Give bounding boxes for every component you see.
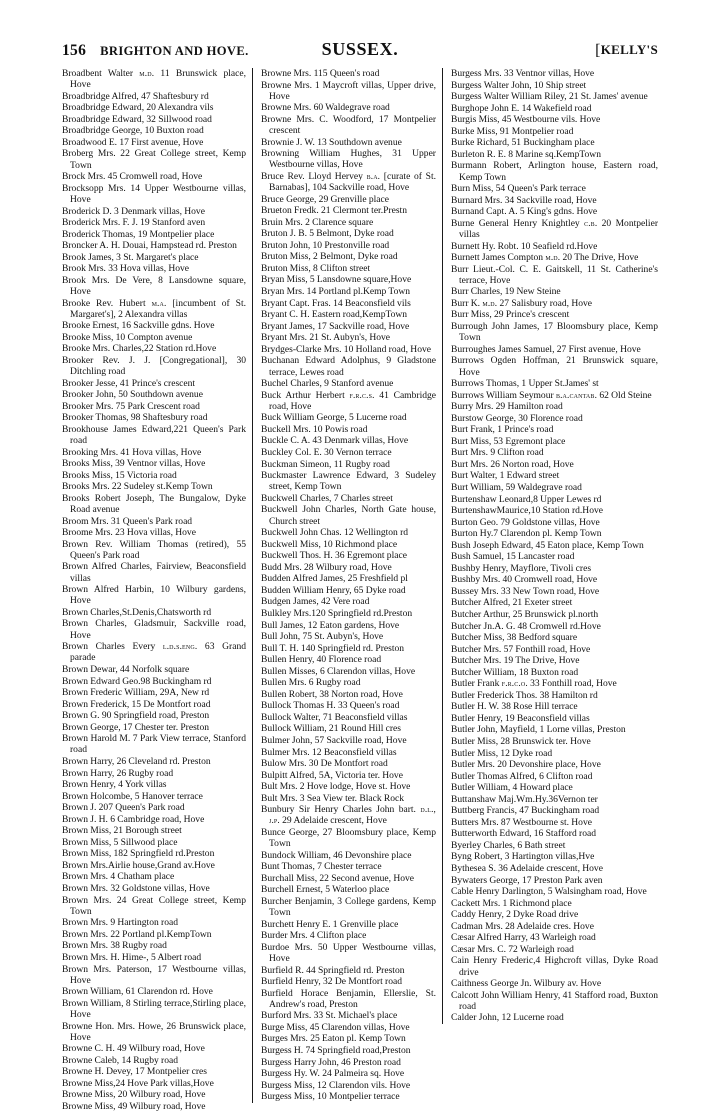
directory-entry: Burfield Horace Benjamin, Ellerslie, St. Andrew's road, Preston xyxy=(261,987,436,1010)
directory-entry: Butler John, Mayfield, 1 Lorne villas, Preston xyxy=(451,724,626,736)
directory-entry: Burstow George, 30 Florence road xyxy=(451,412,583,424)
directory-entry: Cackett Mrs. 1 Richmond place xyxy=(451,897,572,909)
directory-entry: Brown G. 90 Springfield road, Preston xyxy=(62,710,210,722)
directory-entry: Brown Charles, Gladsmuir, Sackville road, Hove xyxy=(62,618,246,641)
directory-entry: Burgess Miss, 12 Clarendon vils. Hove xyxy=(261,1079,411,1091)
directory-entry: Broadbridge Alfred, 47 Shaftesbury rd xyxy=(62,90,209,102)
directory-entry: Broadbent Walter m.d. 11 Brunswick place, Hove xyxy=(62,68,246,91)
directory-entry: Broadbridge Edward, 32 Sillwood road xyxy=(62,113,212,125)
directory-entry: Burge Miss, 45 Clarendon villas, Hove xyxy=(261,1021,410,1033)
directory-entry: Brown Mrs. 38 Rugby road xyxy=(62,940,167,952)
directory-entry: Bullen Misses, 6 Clarendon villas, Hove xyxy=(261,665,416,677)
directory-entry: Burke Miss, 91 Montpelier road xyxy=(451,125,574,137)
directory-entry: Brown Mrs. 32 Goldstone villas, Hove xyxy=(62,883,210,895)
directory-entry: Burnand Capt. A. 5 King's gdns. Hove xyxy=(451,206,598,218)
directory-entry: Brown Mrs. 24 Great College street, Kemp Town xyxy=(62,894,246,917)
directory-entry: Brown Edward Geo.98 Buckingham rd xyxy=(62,675,212,687)
directory-entry: Burt Mrs. 9 Clifton road xyxy=(451,447,544,459)
directory-entry: Brown Holcombe, 5 Hanover terrace xyxy=(62,790,203,802)
directory-entry: Bundock William, 46 Devonshire place xyxy=(261,849,412,861)
directory-entry: Brook Mrs. De Vere, 8 Lansdowne square, Hove xyxy=(62,274,246,298)
directory-entry: Bush Joseph Edward, 45 Eaton place, Kemp Town xyxy=(451,539,644,551)
directory-entry: Brydges-Clarke Mrs. 10 Holland road, Hove xyxy=(261,343,431,355)
directory-entry: Burnard Mrs. 34 Sackville road, Hove xyxy=(451,194,597,206)
directory-entry: Bryan Miss, 5 Lansdowne square,Hove xyxy=(261,274,412,286)
directory-entry: Byng Robert, 3 Hartington villas,Hve xyxy=(451,851,595,863)
directory-column-2 xyxy=(252,68,442,1103)
directory-entry: Butler H. W. 38 Rose Hill terrace xyxy=(451,701,578,713)
bracket-glyph: [ xyxy=(595,42,601,59)
directory-entry: Bult Mrs. 3 Sea View ter. Black Rock xyxy=(261,792,405,804)
directory-entry: Butler Henry, 19 Beaconsfield villas xyxy=(451,712,590,724)
directory-entry: Butters Mrs. 87 Westbourne st. Hove xyxy=(451,816,592,828)
directory-entry: Bulmer Mrs. 12 Beaconsfield villas xyxy=(261,746,397,758)
directory-entry: Burgis Miss, 45 Westbourne vils. Hove xyxy=(451,114,601,126)
directory-entry: Brooker Thomas, 98 Shaftesbury road xyxy=(62,412,208,424)
directory-entry: Brown Alfred Charles, Fairview, Beaconsfield villas xyxy=(62,561,246,584)
directory-entry: Brown Mrs. 4 Chatham place xyxy=(62,871,175,883)
directory-entry: Brock Mrs. 45 Cromwell road, Hove xyxy=(62,171,203,183)
directory-entry: Bullen Mrs. 6 Rugby road xyxy=(261,677,361,689)
directory-entry: Bunbury Sir Henry Charles John bart. d.l., j.p. 29 Adelaide crescent, Hove xyxy=(261,804,436,827)
directory-entry: Buchanan Edward Adolphus, 9 Gladstone terrace, Lewes road xyxy=(261,355,436,378)
directory-entry: Bulpitt Alfred, 5A, Victoria ter. Hove xyxy=(261,769,403,781)
directory-entry: Bull James, 12 Eaton gardens, Hove xyxy=(261,619,400,631)
directory-entry: Burne General Henry Knightley c.b. 20 Montpelier villas xyxy=(451,217,658,240)
directory-entry: Bulkley Mrs.120 Springfield rd.Preston xyxy=(261,607,413,619)
directory-entry: BurtenshawMaurice,10 Station rd.Hove xyxy=(451,505,603,517)
directory-entry: Burgess Miss, 10 Montpelier terrace xyxy=(261,1091,400,1103)
directory-entry: Burr K. m.d. 27 Salisbury road, Hove xyxy=(451,297,593,309)
directory-entry: Burr Lieut.-Col. C. E. Gaitskell, 11 St. Catherine's terrace, Hove xyxy=(451,263,658,286)
directory-entry: Buck William George, 5 Lucerne road xyxy=(261,412,407,424)
directory-entry: Brown Dewar, 44 Norfolk square xyxy=(62,663,190,675)
directory-entry: Butler William, 4 Howard place xyxy=(451,782,573,794)
directory-entry: Burke Richard, 51 Buckingham place xyxy=(451,137,595,149)
directory-entry: Burgess Hy. W. 24 Palmeira sq. Hove xyxy=(261,1068,405,1080)
directory-entry: Brocksopp Mrs. 14 Upper Westbourne villas, Hove xyxy=(62,182,246,205)
directory-entry: Budden Alfred James, 25 Freshfield pl xyxy=(261,573,408,585)
directory-entry: Butler Mrs. 20 Devonshire place, Hove xyxy=(451,759,601,771)
directory-entry: Brooker Rev. J. J. [Congregational], 30 Ditchling road xyxy=(62,354,246,378)
directory-entry: Burt Walter, 1 Edward street xyxy=(451,470,560,482)
directory-entry: Brooke Ernest, 16 Sackville gdns. Hove xyxy=(62,320,215,332)
directory-entry: Bythesea S. 36 Adelaide crescent, Hove xyxy=(451,863,603,875)
directory-entry: Butcher William, 18 Buxton road xyxy=(451,666,579,678)
directory-entry: Burgess Harry John, 46 Preston road xyxy=(261,1056,401,1068)
directory-entry: Burt Miss, 53 Egremont place xyxy=(451,435,566,447)
directory-entry: Browne Mrs. 115 Queen's road xyxy=(261,68,380,79)
directory-entry: Bryan Mrs. 14 Portland pl.Kemp Town xyxy=(261,286,411,298)
directory-entry: Bruce George, 29 Grenville place xyxy=(261,193,389,205)
directory-entry: Calcott John William Henry, 41 Stafford road, Buxton road xyxy=(451,989,658,1012)
directory-entry: Burry Mrs. 29 Hamilton road xyxy=(451,401,563,413)
directory-entry: Browne Miss, 49 Wilbury road, Hove xyxy=(62,1101,206,1113)
directory-entry: Bruton Miss, 2 Belmont, Dyke road xyxy=(261,251,398,263)
directory-entry: Buckwell Thos. H. 36 Egremont place xyxy=(261,550,407,562)
running-head-right-title xyxy=(595,42,658,60)
directory-entry: Brueton Fredk. 21 Clermont ter.Prestn xyxy=(261,205,407,217)
directory-entry: Broderick Mrs. F. J. 19 Stanford aven xyxy=(62,217,206,229)
directory-entry: Cable Henry Darlington, 5 Walsingham road, Hove xyxy=(451,886,647,898)
directory-entry: Burford Mrs. 33 St. Michael's place xyxy=(261,1010,398,1022)
directory-entry: Butler Thomas Alfred, 6 Clifton road xyxy=(451,770,593,782)
directory-entry: Brown Alfred Harbin, 10 Wilbury gardens, Hove xyxy=(62,584,246,607)
directory-entry: Brown Charles,St.Denis,Chatsworth rd xyxy=(62,606,212,618)
directory-entry: Burton Hy.7 Clarendon pl. Kemp Town xyxy=(451,528,602,540)
directory-column-3 xyxy=(442,68,658,1024)
directory-entry: Buckley Col. E. 30 Vernon terrace xyxy=(261,446,392,458)
directory-entry: Browne C. H. 49 Wilbury road, Hove xyxy=(62,1043,205,1055)
directory-entry: Burder Mrs. 4 Clifton place xyxy=(261,930,367,942)
directory-entry: Broderick Thomas, 19 Montpelier place xyxy=(62,228,215,240)
directory-entry: Browne Mrs. 60 Waldegrave road xyxy=(261,102,390,114)
directory-entry: Brown Harry, 26 Rugby road xyxy=(62,767,174,779)
directory-entry: Bull John, 75 St. Aubyn's, Hove xyxy=(261,631,384,643)
directory-column-1 xyxy=(62,68,252,1113)
directory-entry: Brown William, 61 Clarendon rd. Hove xyxy=(62,986,213,998)
directory-entry: Bryant C. H. Eastern road,KempTown xyxy=(261,309,408,321)
directory-entry: Brown Henry, 4 York villas xyxy=(62,779,167,791)
running-head xyxy=(62,39,658,62)
directory-entry: Bruton Miss, 8 Clifton street xyxy=(261,262,371,274)
directory-entry: Brown Mrs. 22 Portland pl.KempTown xyxy=(62,928,212,940)
directory-entry: Bulmer John, 57 Sackville road, Hove xyxy=(261,734,407,746)
directory-entry: Browne Miss, 20 Wilbury road, Hove xyxy=(62,1089,206,1101)
directory-entry: Bryant Mrs. 21 St. Aubyn's, Hove xyxy=(261,332,391,344)
directory-entry: Burrows Ogden Hoffman, 21 Brunswick square, Hove xyxy=(451,355,658,378)
directory-entry: Bruce Rev. Lloyd Hervey b.a. [curate of St. Barnabas], 104 Sackville road, Hove xyxy=(261,170,436,194)
directory-entry: Burt William, 59 Waldegrave road xyxy=(451,481,582,493)
directory-entry: Brooking Mrs. 41 Hova villas, Hove xyxy=(62,446,202,458)
directory-entry: Butterworth Edward, 16 Stafford road xyxy=(451,828,596,840)
directory-entry: Burleton R. E. 8 Marine sq.KempTown xyxy=(451,148,601,160)
directory-entry: Browne Mrs. 1 Maycroft villas, Upper drive, Hove xyxy=(261,79,436,102)
directory-entry: Burr Miss, 29 Prince's crescent xyxy=(451,309,570,321)
directory-entry: Bullock Thomas H. 33 Queen's road xyxy=(261,700,400,712)
directory-entry: Butler Frederick Thos. 38 Hamilton rd xyxy=(451,689,598,701)
directory-entry: Brooker Jesse, 41 Prince's crescent xyxy=(62,377,196,389)
directory-entry: Broncker A. H. Douai, Hampstead rd. Preston xyxy=(62,240,237,252)
directory-entry: Bryant Capt. Fras. 14 Beaconsfield vils xyxy=(261,297,411,309)
directory-entry: Burgess Walter William Riley, 21 St. James' avenue xyxy=(451,91,648,103)
directory-entry: Burtenshaw Leonard,8 Upper Lewes rd xyxy=(451,493,602,505)
directory-entry: Butcher Mrs. 57 Fonthill road, Hove xyxy=(451,643,591,655)
directory-entry: Brooke Miss, 10 Compton avenue xyxy=(62,331,193,343)
directory-entry: Burrough John James, 17 Bloomsbury place, Kemp Town xyxy=(451,321,658,344)
directory-entry: Butcher Mrs. 19 The Drive, Hove xyxy=(451,655,580,667)
directory-entry: Buttberg Francis, 47 Buckingham road xyxy=(451,805,600,817)
directory-entry: Buchel Charles, 9 Stanford avenue xyxy=(261,378,394,390)
directory-entry: Burt Frank, 1 Prince's road xyxy=(451,424,554,436)
directory-entry: Butcher Alfred, 21 Exeter street xyxy=(451,597,573,609)
directory-entry: Bush Samuel, 15 Lancaster road xyxy=(451,551,575,563)
directory-entry: Brooks Miss, 39 Ventnor villas, Hove xyxy=(62,458,206,470)
directory-entry: Bullen Henry, 40 Florence road xyxy=(261,654,382,666)
directory-entry: Brown J. 207 Queen's Park road xyxy=(62,802,185,814)
directory-entry: Buckmaster Lawrence Edward, 3 Sudeley street, Kemp Town xyxy=(261,470,436,493)
directory-entry: Brookhouse James Edward,221 Queen's Park road xyxy=(62,423,246,447)
directory-entry: Burchell Ernest, 5 Waterloo place xyxy=(261,884,390,896)
directory-entry: Burgess Mrs. 33 Ventnor villas, Hove xyxy=(451,68,595,79)
directory-entry: Bullen Robert, 38 Norton road, Hove xyxy=(261,688,403,700)
directory-entry: Browne Caleb, 14 Rugby road xyxy=(62,1054,178,1066)
directory-entry: Broadwood E. 17 First avenue, Hove xyxy=(62,136,204,148)
directory-entry: Brown Charles Every l.d.s.eng. 63 Grand parade xyxy=(62,641,246,664)
directory-entry: Broadbridge Edward, 20 Alexandra vils xyxy=(62,102,214,114)
directory-entry: Brown Miss, 21 Borough street xyxy=(62,825,182,837)
directory-entry: Butler Miss, 12 Dyke road xyxy=(451,747,553,759)
directory-entry: Burdoe Mrs. 50 Upper Westbourne villas, Hove xyxy=(261,941,436,964)
directory-entry: Bruton John, 10 Prestonville road xyxy=(261,239,390,251)
directory-entry: Brown Harry, 26 Cleveland rd. Preston xyxy=(62,756,211,767)
directory-entry: Bruin Mrs. 2 Clarence square xyxy=(261,216,374,228)
directory-entry: Bull T. H. 140 Springfield rd. Preston xyxy=(261,642,405,654)
directory-entry: Cæsar Mrs. C. 72 Warleigh road xyxy=(451,943,574,955)
running-head-left-title: BRIGHTON AND HOVE. xyxy=(100,44,249,58)
directory-entry: Budgen James, 42 Vere road xyxy=(261,596,370,608)
directory-entry: Browne Hon. Mrs. Howe, 26 Brunswick place, Hove xyxy=(62,1020,246,1043)
directory-entry: Bult Mrs. 2 Hove lodge, Hove st. Hove xyxy=(261,781,411,793)
directory-entry: Broome Mrs. 23 Hova villas, Hove xyxy=(62,527,196,539)
directory-entry: Brown Mrs. 9 Hartington road xyxy=(62,917,179,929)
directory-entry: Brooks Miss, 15 Victoria road xyxy=(62,469,177,481)
directory-entry: Bushby Mrs. 40 Cromwell road, Hove xyxy=(451,574,598,586)
directory-entry: Calder John, 12 Lucerne road xyxy=(451,1012,564,1024)
directory-entry: Burchett Henry E. 1 Grenville place xyxy=(261,918,399,930)
directory-entry: Bushby Henry, Mayflore, Tivoli cres xyxy=(451,562,592,574)
directory-entry: Browne Mrs. C. Woodford, 17 Montpelier crescent xyxy=(261,113,436,137)
directory-entry: Buckell Mrs. 10 Powis road xyxy=(261,423,368,435)
directory-entry: Brown Harold M. 7 Park View terrace, Stanford road xyxy=(62,733,246,756)
directory-entry: Brooke Mrs. Charles,22 Station rd.Hove xyxy=(62,343,217,355)
directory-entry: Budden William Henry, 65 Dyke road xyxy=(261,584,406,596)
directory-entry: Brook Mrs. 33 Hova villas, Hove xyxy=(62,263,190,275)
directory-entry: Caddy Henry, 2 Dyke Road drive xyxy=(451,909,579,921)
directory-entry: Cadman Mrs. 28 Adelaide cres. Hove xyxy=(451,920,594,932)
directory-entry: Brooker Mrs. 75 Park Crescent road xyxy=(62,400,200,412)
directory-entry: Bruton J. B. 5 Belmont, Dyke road xyxy=(261,228,394,240)
directory-entry: Buckwell Miss, 10 Richmond place xyxy=(261,538,398,550)
running-head-center-title: SUSSEX. xyxy=(321,39,399,59)
directory-entry: Bulow Mrs. 30 De Montfort road xyxy=(261,758,388,770)
directory-entry: Butcher Jn.A. G. 48 Cromwell rd.Hove xyxy=(451,620,601,632)
directory-entry: Burfield Henry, 32 De Montfort road xyxy=(261,976,402,988)
directory-entry: Brown Frederick, 15 De Montfort road xyxy=(62,698,211,710)
directory-entry: Brown George, 17 Chester ter. Preston xyxy=(62,721,210,733)
directory-entry: Brown William, 8 Stirling terrace,Stirling place, Hove xyxy=(62,997,246,1020)
directory-entry: Broderick D. 3 Denmark villas, Hove xyxy=(62,205,205,217)
directory-entry: Burfield R. 44 Springfield rd. Preston xyxy=(261,964,405,976)
directory-entry: Byerley Charles, 6 Bath street xyxy=(451,839,566,851)
directory-entry: Bunt Thomas, 7 Chester terrace xyxy=(261,861,382,873)
directory-entry: Brown Miss, 182 Springfield rd.Preston xyxy=(62,848,215,860)
directory-entry: Buttanshaw Maj.Wm.Hy.36Vernon ter xyxy=(451,793,598,805)
directory-entry: Bussey Mrs. 33 New Town road, Hove xyxy=(451,585,600,597)
directory-entry: Broom Mrs. 31 Queen's Park road xyxy=(62,515,193,527)
directory-entry: Browne H. Devey, 17 Montpelier cres xyxy=(62,1066,207,1078)
directory-entry: Butcher Miss, 38 Bedford square xyxy=(451,632,578,644)
directory-entry: Bryant James, 17 Sackville road, Hove xyxy=(261,320,410,332)
directory-entry: Bywaters George, 17 Preston Park aven xyxy=(451,874,603,886)
directory-entry: Buckwell John Charles, North Gate house, Church street xyxy=(261,504,436,527)
directory-entry: Caithness George Jn. Wilbury av. Hove xyxy=(451,978,602,990)
directory-entry: Burchall Miss, 22 Second avenue, Hove xyxy=(261,872,415,884)
directory-entry: Browne Miss,24 Hove Park villas,Hove xyxy=(62,1077,214,1089)
directory-entry: Burges Mrs. 25 Eaton pl. Kemp Town xyxy=(261,1033,406,1045)
directory-entry: Buckle C. A. 43 Denmark villas, Hove xyxy=(261,435,409,447)
directory-entry: Brown Miss, 5 Sillwood place xyxy=(62,836,178,848)
directory-entry: Browning William Hughes, 31 Upper Westbourne villas, Hove xyxy=(261,148,436,171)
publisher-name: KELLY'S xyxy=(600,42,658,57)
directory-entry: Butler Frank f.r.c.o. 33 Fonthill road, Hove xyxy=(451,678,617,690)
directory-entry: Burn Miss, 54 Queen's Park terrace xyxy=(451,183,586,195)
directory-entry: Burt Mrs. 26 Norton road, Hove xyxy=(451,458,574,470)
directory-entry: Bullock Walter, 71 Beaconsfield villas xyxy=(261,711,408,723)
directory-entry: Brooks Mrs. 22 Sudeley st.Kemp Town xyxy=(62,481,213,493)
directory-entry: Burnett Hy. Robt. 10 Seafield rd.Hove xyxy=(451,240,598,252)
directory-entry: Cain Henry Frederic,4 Highcroft villas, Dyke Road drive xyxy=(451,955,658,978)
directory-entry: Buckwell John Chas. 12 Wellington rd xyxy=(261,527,409,539)
directory-entry: Brown Mrs.Airlie house,Grand av.Hove xyxy=(62,859,215,871)
directory-entry: Burcher Benjamin, 3 College gardens, Kemp Town xyxy=(261,895,436,919)
directory-entry: Burroughes James Samuel, 27 First avenue, Hove xyxy=(451,343,641,355)
directory-entry: Brooker John, 50 Southdown avenue xyxy=(62,389,203,401)
directory-entry: Buck Arthur Herbert f.r.c.s. 41 Cambridge road, Hove xyxy=(261,389,436,412)
directory-entry: Burton Geo. 79 Goldstone villas, Hove xyxy=(451,516,600,528)
directory-entry: Bunce George, 27 Bloomsbury place, Kemp Town xyxy=(261,827,436,850)
directory-entry: Brown J. H. 6 Cambridge road, Hove xyxy=(62,813,205,825)
directory-entry: Brown Mrs. Paterson, 17 Westbourne villas, Hove xyxy=(62,963,246,986)
directory-entry: Burgess H. 74 Springfield road,Preston xyxy=(261,1045,411,1057)
directory-entry: Bullock William, 21 Round Hill cres xyxy=(261,723,402,735)
directory-entry: Cæsar Alfred Harry, 43 Warleigh road xyxy=(451,932,596,944)
directory-entry: Brown Rev. William Thomas (retired), 55 Queen's Park road xyxy=(62,538,246,561)
directory-entry: Brownie J. W. 13 Southdown avenue xyxy=(261,136,402,148)
directory-columns xyxy=(62,68,658,1113)
directory-entry: Buckman Simeon, 11 Rugby road xyxy=(261,458,390,470)
directory-entry: Burrows Thomas, 1 Upper St.James' st xyxy=(451,378,599,390)
directory-entry: Brown Mrs. H. Hime-, 5 Albert road xyxy=(62,951,202,963)
directory-entry: Burr Charles, 19 New Steine xyxy=(451,286,561,298)
directory-entry: Burrows William Seymour b.a.cantab. 62 Old Steine xyxy=(451,389,652,401)
page-folio-number: 156 xyxy=(62,42,87,59)
directory-entry: Brook James, 3 St. Margaret's place xyxy=(62,251,199,263)
directory-entry: Burgess Walter John, 10 Ship street xyxy=(451,79,587,91)
directory-entry: Brooks Robert Joseph, The Bungalow, Dyke Road avenue xyxy=(62,492,246,516)
directory-entry: Buckwell Charles, 7 Charles street xyxy=(261,492,393,504)
directory-entry: Brown Frederic William, 29A, New rd xyxy=(62,687,210,699)
directory-entry: Burmann Robert, Arlington house, Eastern road, Kemp Town xyxy=(451,160,658,183)
directory-entry: Brooke Rev. Hubert m.a. [incumbent of St. Margaret's], 2 Alexandra villas xyxy=(62,297,247,320)
directory-entry: Budd Mrs. 28 Wilbury road, Hove xyxy=(261,561,392,573)
directory-entry: Burghope John E. 14 Wakefield road xyxy=(451,102,592,114)
directory-entry: Broberg Mrs. 22 Great College street, Kemp Town xyxy=(62,148,246,171)
directory-entry: Broadbridge George, 10 Buxton road xyxy=(62,125,204,137)
directory-entry: Butler Miss, 28 Brunswick ter. Hove xyxy=(451,736,591,747)
directory-entry: Butcher Arthur, 25 Brunswick pl.north xyxy=(451,608,599,620)
directory-entry: Burnett James Compton m.d. 20 The Drive, Hove xyxy=(451,252,639,264)
